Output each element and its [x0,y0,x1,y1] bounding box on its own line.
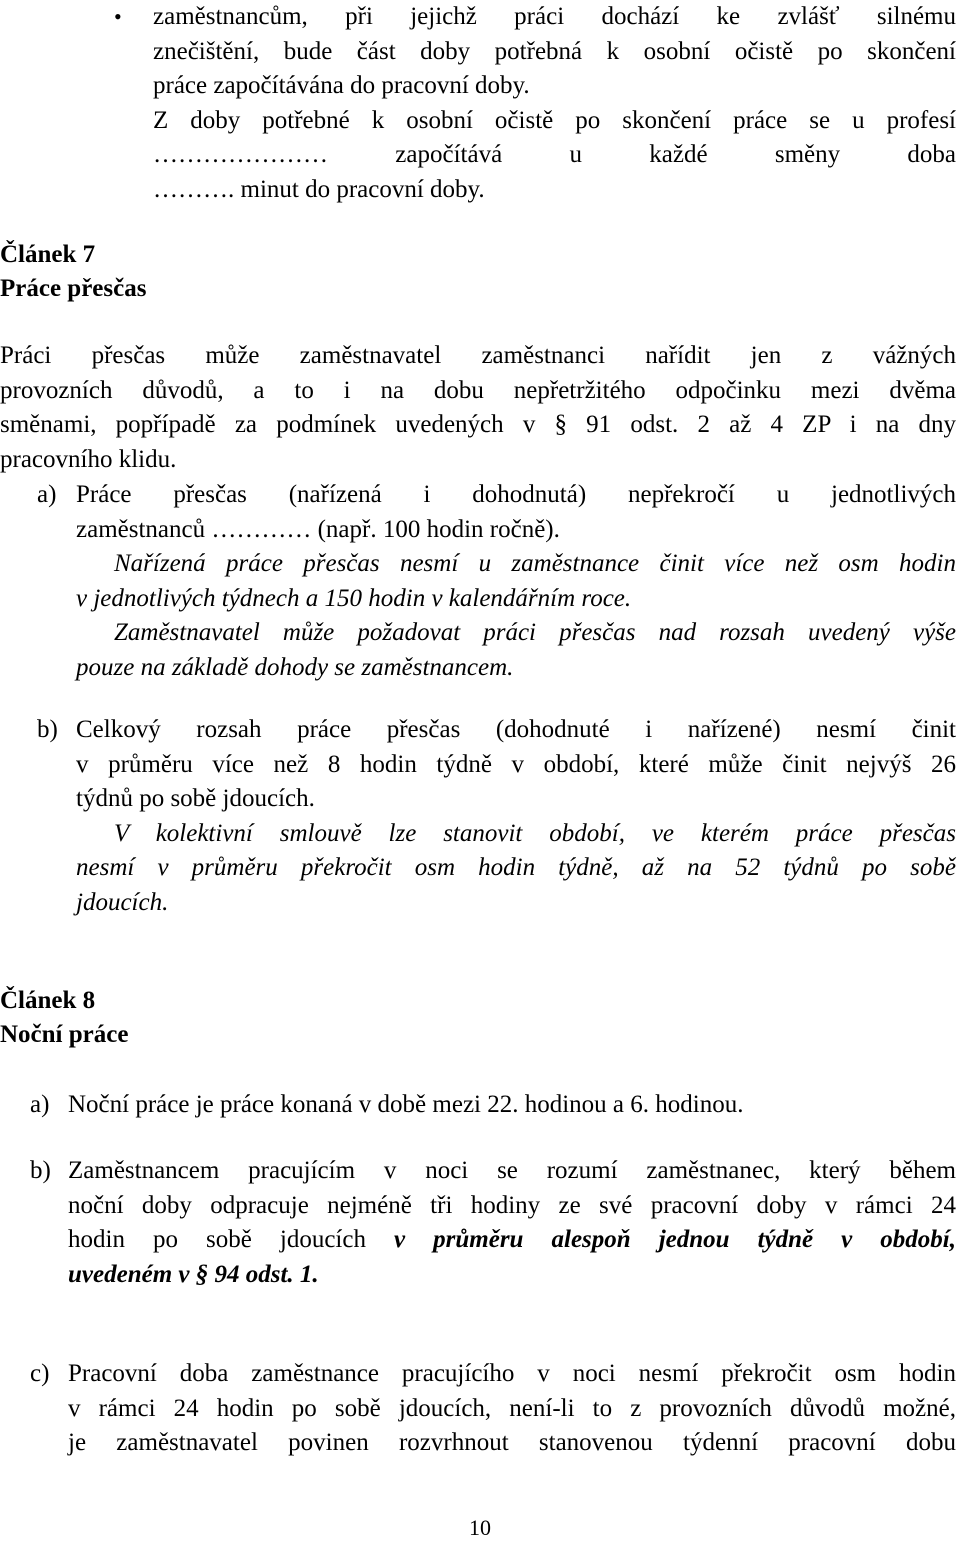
bullet-paragraph [153,0,956,207]
italic-line: Nařízená práce přesčas nesmí u zaměstnance činit více než osm hodin [114,550,956,577]
italic-line: Zaměstnavatel může požadovat práci přesčas nad rozsah uvedený výše [114,619,956,646]
text-line: práce započítávána do pracovní doby. [153,72,530,99]
emphasis-span: v průměru alespoň jednou týdně v období, [394,1226,957,1253]
bullet-symbol: • [114,4,122,29]
text-line: směnami, popřípadě za podmínek uvedených v § 91 odst. 2 až 4 ZP i na dny [0,411,956,438]
emphasis-line: uvedeném v § 94 odst. 1. [68,1260,319,1288]
text-line: Práce přesčas (nařízená i dohodnutá) nepřekročí u jednotlivých [76,481,956,508]
text-line: ………………… započítává u každé směny doba [153,141,956,168]
list-marker: a) [30,1091,50,1118]
text-line: zaměstnancům, při jejichž práci dochází ke zvlášť silnému [153,3,956,30]
list-marker: a) [37,481,57,508]
text-span: hodin po sobě jdoucích [68,1226,395,1253]
text-line: je zaměstnavatel povinen rozvrhnout stanovenou týdenní pracovní dobu [68,1429,956,1456]
list-marker: b) [37,716,58,743]
italic-line: v jednotlivých týdnech a 150 hodin v kalendářním roce. [76,584,632,612]
list-marker: b) [30,1157,51,1184]
list-marker: c) [30,1360,50,1387]
article-7-intro [0,339,956,477]
italic-line: V kolektivní smlouvě lze stanovit období, ve kterém práce přesčas [114,819,956,847]
text-line: ………. minut do pracovní doby. [153,175,485,203]
article-8-item-b [68,1154,956,1292]
article-8-item-c [68,1357,956,1461]
text-line: týdnů po sobě jdoucích. [76,785,315,812]
article-8-number: Článek 8 [0,987,96,1014]
article-7-title: Práce přesčas [0,275,147,302]
article-7-heading [0,238,146,306]
text-line: provozních důvodů, a to i na dobu nepřetržitého odpočinku mezi dvěma [0,376,956,404]
text-line: Práci přesčas může zaměstnavatel zaměstnanci nařídit jen z vážných [0,342,956,369]
text-line: noční doby odpracuje nejméně tři hodiny ze své pracovní doby v rámci 24 [68,1191,956,1219]
text-line: v rámci 24 hodin po sobě jdoucích, není-li to z provozních důvodů možné, [68,1394,956,1422]
article-7-item-b [76,713,956,920]
article-8-heading [0,984,128,1052]
article-8-title: Noční práce [0,1021,129,1048]
article-7-item-a [76,478,956,685]
text-line: znečištění, bude část doby potřebná k osobní očistě po skončení [153,37,956,65]
italic-line: pouze na základě dohody se zaměstnancem. [76,653,514,681]
text-line: Celkový rozsah práce přesčas (dohodnuté i nařízené) nesmí činit [76,716,956,743]
page-number: 10 [469,1515,491,1540]
text-line: Noční práce je práce konaná v době mezi 22. hodinou a 6. hodinou. [68,1091,744,1118]
article-7-number: Článek 7 [0,241,96,268]
text-line: Z doby potřebné k osobní očistě po skončení práce se u profesí [153,106,956,134]
text-line: pracovního klidu. [0,445,177,473]
text-line: v průměru více než 8 hodin týdně v období, které může činit nejvýš 26 [76,750,956,778]
italic-line: nesmí v průměru překročit osm hodin týdně, až na 52 týdnů po sobě [76,854,956,881]
text-line: Pracovní doba zaměstnance pracujícího v noci nesmí překročit osm hodin [68,1360,956,1387]
text-line: zaměstnanců ………… (např. 100 hodin ročně). [76,515,560,543]
italic-line: jdoucích. [76,888,169,916]
text-line: Zaměstnancem pracujícím v noci se rozumí zaměstnanec, který během [68,1157,956,1184]
mixed-line [68,1223,956,1258]
article-8-item-a [68,1088,956,1123]
